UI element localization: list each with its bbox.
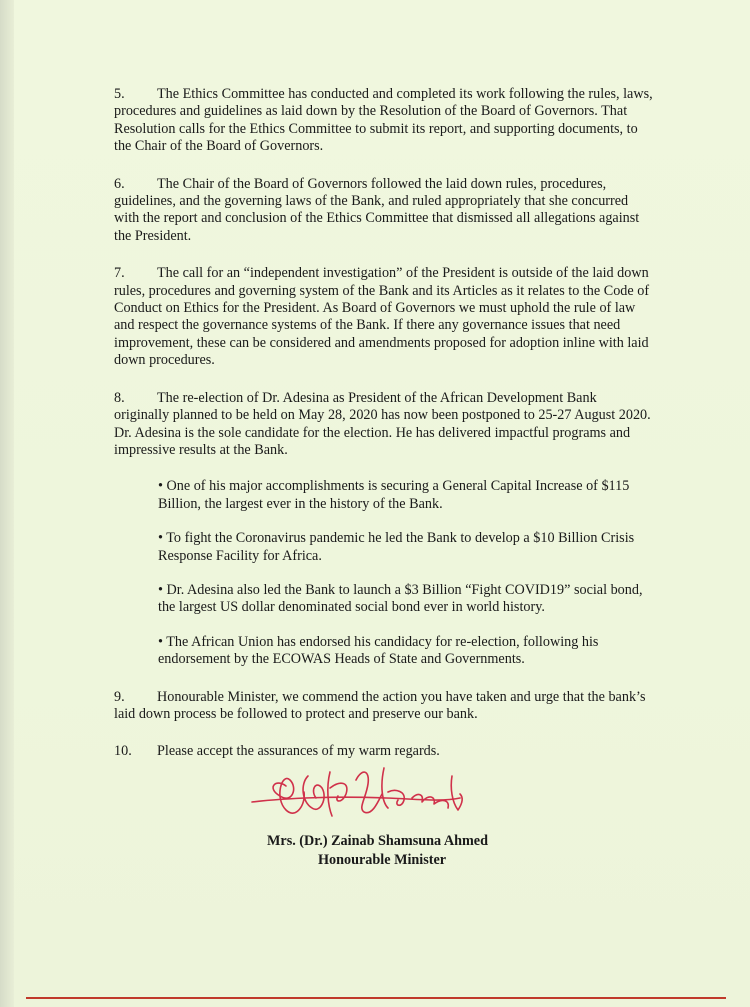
paragraph-6 (114, 176, 654, 246)
paragraph-5 (114, 86, 654, 156)
paragraph-9 (114, 689, 654, 724)
letter-body (114, 86, 654, 781)
list-item: • To fight the Coronavirus pandemic he led the Bank to develop a $10 Billion Crisis Response Facility for Africa. (158, 530, 635, 564)
paragraph-text: Please accept the assurances of my warm regards. (157, 743, 440, 760)
paragraph-number: 9. (114, 688, 125, 705)
list-item: • Dr. Adesina also led the Bank to launch a $3 Billion “Fight COVID19” social bond, the largest US dollar denominated social bond ever in world history. (158, 581, 643, 616)
footer-rule (26, 997, 726, 999)
page-edge-shadow (0, 0, 14, 1007)
paragraph-8 (114, 390, 654, 460)
paragraph-number: 6. (114, 175, 125, 192)
handwritten-signature (246, 758, 476, 834)
signatory-title: Honourable Minister (318, 852, 447, 868)
paragraph-text: Honourable Minister, we commend the action you have taken and urge that the bank’s laid down process be followed to protect and preserve our bank. (114, 688, 646, 722)
accomplishments-list (158, 478, 654, 668)
paragraph-7 (114, 265, 654, 369)
paragraph-number: 8. (114, 389, 125, 406)
paragraph-number: 5. (114, 86, 125, 102)
paragraph-number: 7. (114, 265, 125, 282)
signatory-name: Mrs. (Dr.) Zainab Shamsuna Ahmed (267, 833, 488, 849)
list-item: • The African Union has endorsed his candidacy for re-election, following his endorsement by the ECOWAS Heads of State and Governments. (158, 633, 599, 668)
list-item: • One of his major accomplishments is securing a General Capital Increase of $115 Billion, the largest ever in the history of the Bank. (158, 478, 630, 512)
paragraph-number: 10. (114, 743, 132, 760)
paragraph-text: The Chair of the Board of Governors followed the laid down rules, procedures, guidelines, and the governing laws of the Bank, and ruled appropriately that she concurred with the report and conclusion of the Ethics Committee that dismissed all allegations against the President. (114, 175, 640, 244)
paragraph-text: The call for an “independent investigation” of the President is outside of the laid down rules, procedures and governing system of the Bank and its Articles as it relates to the Code of Conduct on Ethics for the President. As Board of Governors we must uphold the rule of law and respect the governance systems of the Bank. If there any governance issues that need improvement, these can be considered and amendments proposed for adoption inline with laid down procedures. (114, 265, 650, 369)
paragraph-text: The re-election of Dr. Adesina as President of the African Development Bank originally planned to be held on May 28, 2020 has now been postponed to 25-27 August 2020. Dr. Adesina is the sole candidate for the election. He has delivered impactful programs and impressive results at the Bank. (114, 389, 651, 458)
paragraph-text: The Ethics Committee has conducted and completed its work following the rules, laws, procedures and guidelines as laid down by the Resolution of the Board of Governors. That Resolution calls for the Ethics Committee to submit its report, and supporting documents, to the Chair of the Board of Governors. (114, 86, 653, 155)
